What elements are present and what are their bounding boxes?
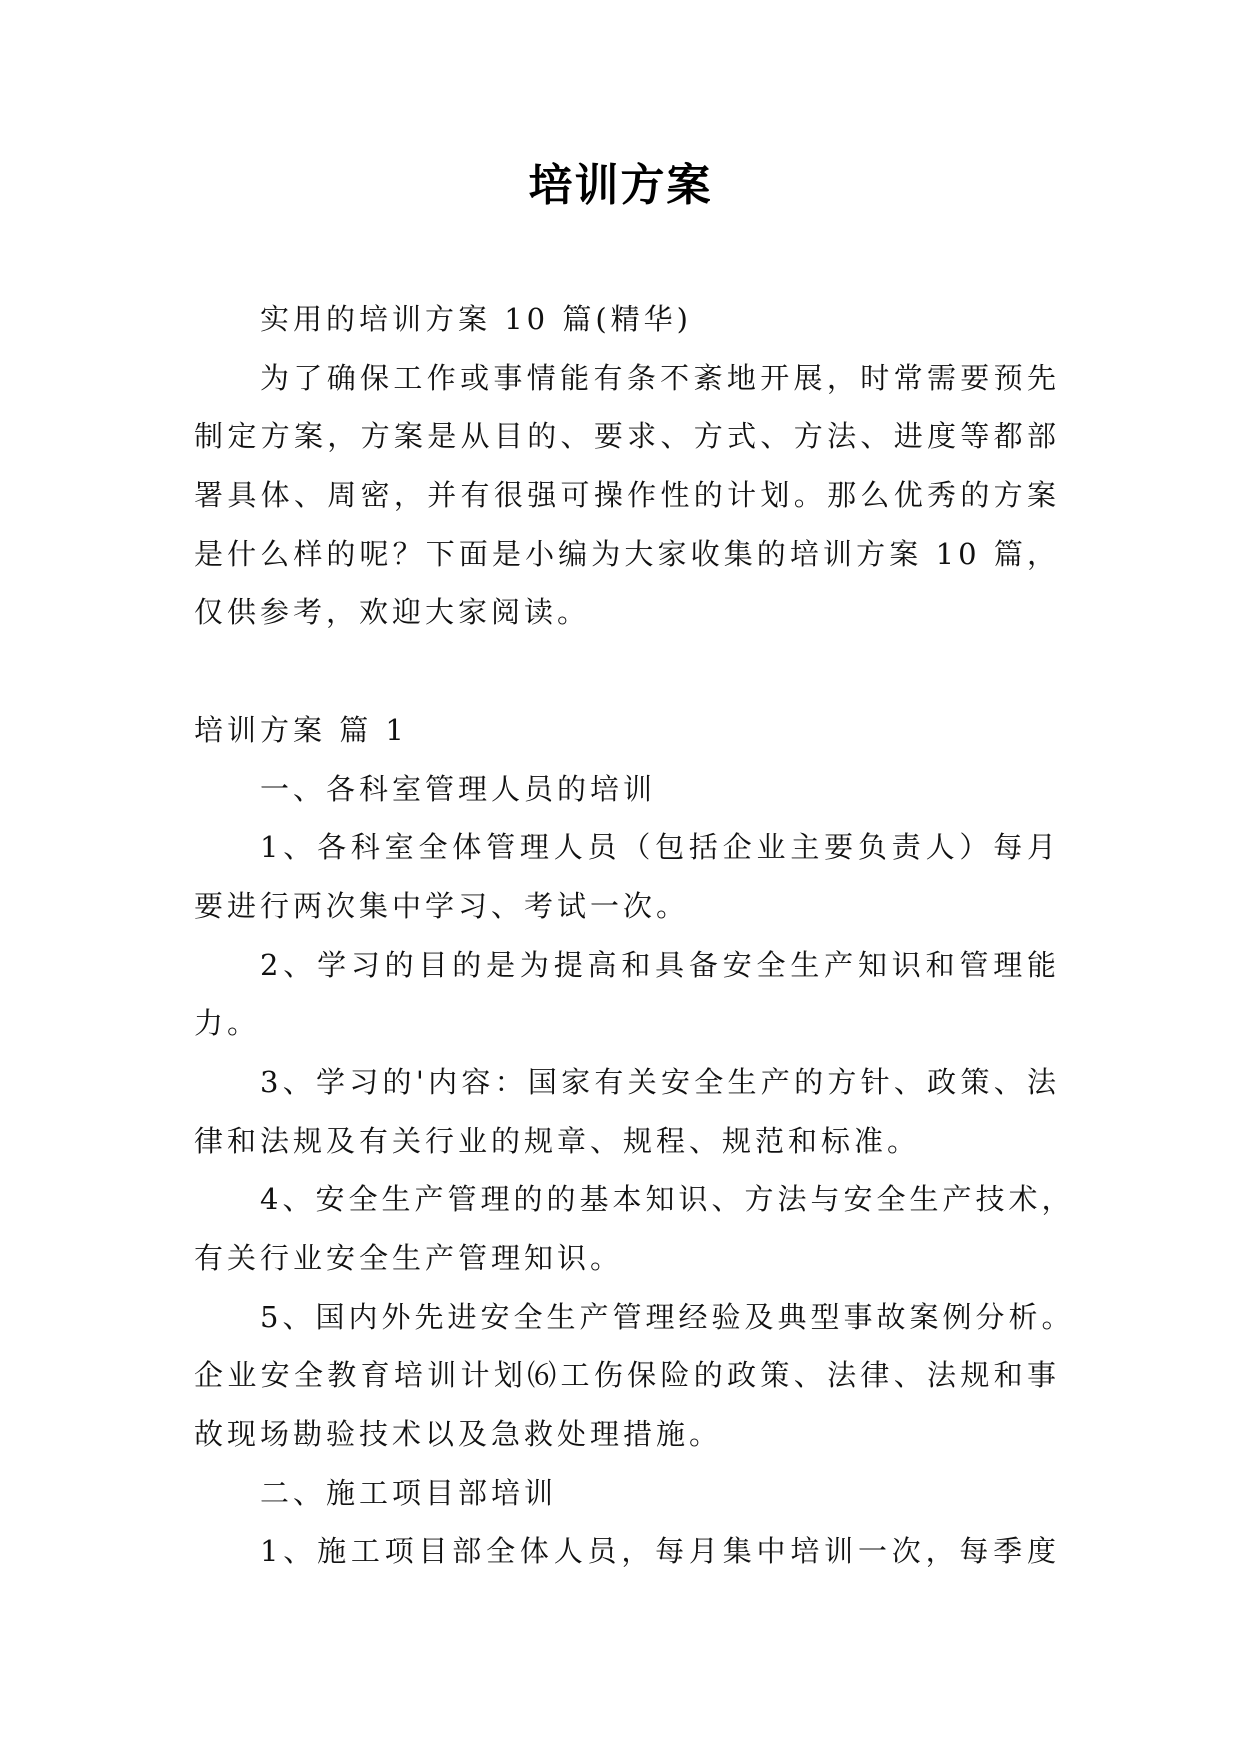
paragraph-line: 2、学习的目的是为提高和具备安全生产知识和管理能: [260, 947, 1060, 982]
section-heading: 一、各科室管理人员的培训: [260, 771, 657, 806]
paragraph-line: 1、各科室全体管理人员（包括企业主要负责人）每月: [260, 830, 1060, 865]
section-heading: 二、施工项目部培训: [260, 1475, 558, 1510]
document-title: 培训方案: [528, 160, 713, 211]
paragraph-line: 故现场勘验技术以及急救处理措施。: [194, 1417, 723, 1452]
paragraph-line: 力。: [194, 1006, 261, 1041]
intro-line: 是什么样的呢？下面是小编为大家收集的培训方案 10 篇，: [194, 536, 1060, 571]
blank-line: [194, 642, 1060, 701]
document-body: [194, 290, 1075, 1581]
article-heading: 培训方案 篇 1: [194, 712, 408, 747]
list-item: [194, 1170, 1075, 1287]
intro-line: 为了确保工作或事情能有条不紊地开展，时常需要预先: [260, 360, 1060, 395]
intro-line: 仅供参考，欢迎大家阅读。: [194, 595, 591, 630]
paragraph-line: 企业安全教育培训计划⑹工伤保险的政策、法律、法规和事: [194, 1358, 1060, 1393]
paragraph-line: 4、安全生产管理的的基本知识、方法与安全生产技术，: [260, 1182, 1075, 1217]
intro-line: 制定方案，方案是从目的、要求、方式、方法、进度等都部: [194, 419, 1060, 454]
list-item: [194, 1053, 1060, 1170]
paragraph-line: 1、施工项目部全体人员，每月集中培训一次，每季度: [260, 1534, 1060, 1569]
paragraph-line: 3、学习的'内容：国家有关安全生产的方针、政策、法: [260, 1064, 1060, 1099]
paragraph-line: 5、国内外先进安全生产管理经验及典型事故案例分析。: [260, 1299, 1075, 1334]
list-item: [194, 936, 1060, 1053]
list-item: [194, 1522, 1060, 1581]
intro-line: 署具体、周密，并有很强可操作性的计划。那么优秀的方案: [194, 478, 1060, 513]
intro-paragraph: [194, 349, 1060, 642]
paragraph-line: 有关行业安全生产管理知识。: [194, 1241, 624, 1275]
paragraph-line: 律和法规及有关行业的规章、规程、规范和标准。: [194, 1123, 921, 1158]
subtitle: 实用的培训方案 10 篇(精华): [260, 302, 692, 336]
list-item: [194, 1288, 1075, 1464]
list-item: [194, 818, 1060, 935]
paragraph-line: 要进行两次集中学习、考试一次。: [194, 888, 690, 923]
